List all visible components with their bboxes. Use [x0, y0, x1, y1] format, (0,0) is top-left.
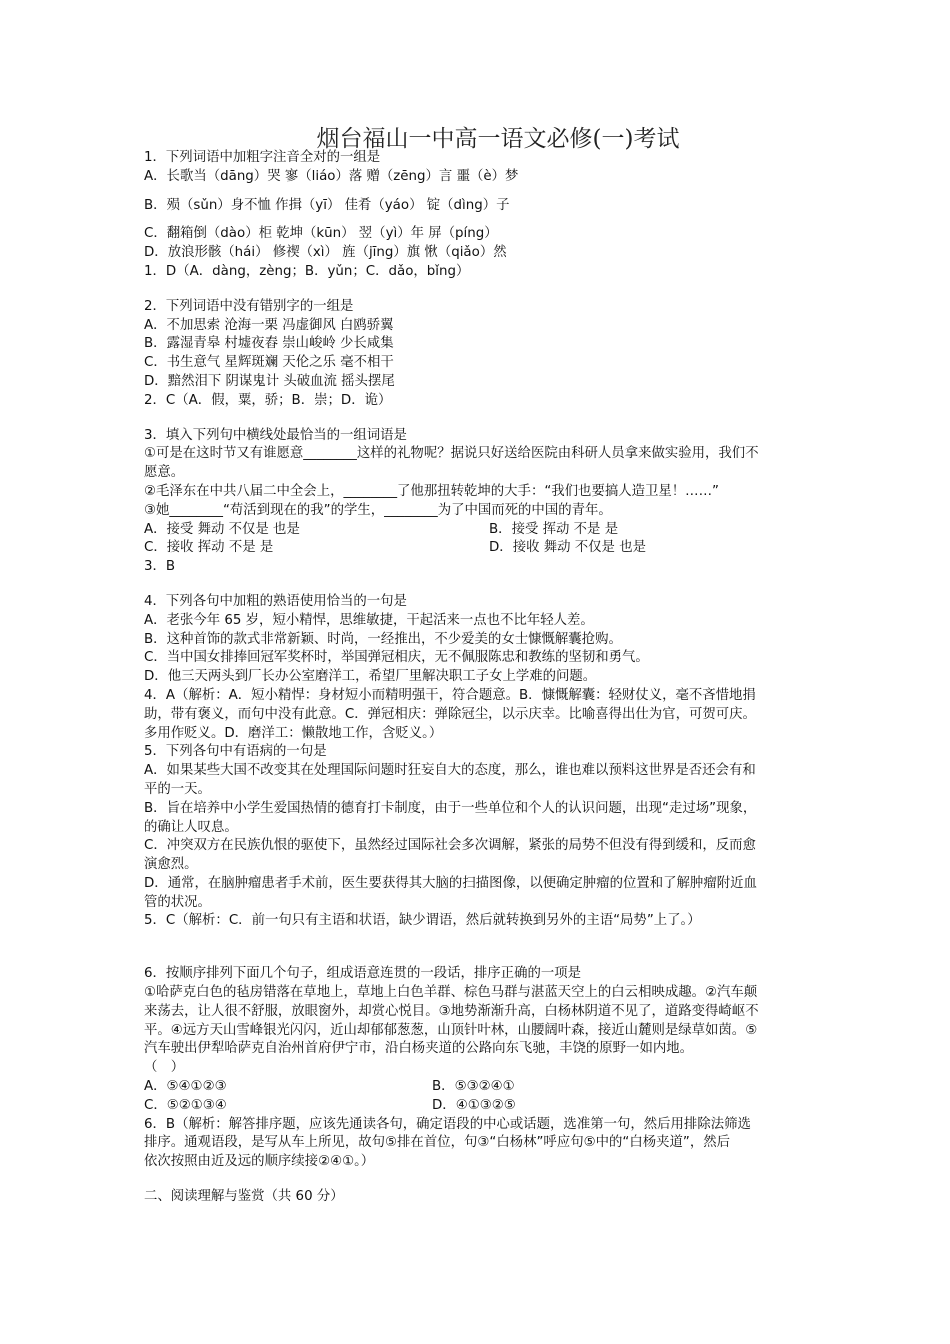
q4-option-b: B．这种首饰的款式非常新颖、时尚，一经推出，不少爱美的女士慷慨解囊抢购。 [144, 631, 622, 647]
q6-passage-line-3: 平。④远方天山雪峰银光闪闪，近山却郁郁葱葱，山顶针叶林，山腰阔叶森，接近山麓则是绿草如茵。⑤ [144, 1022, 758, 1038]
q1-option-c: C．翻箱倒（dào）柜 乾坤（kūn） 翌（yì）年 屏（píng） [144, 226, 498, 242]
q4-stem: 4．下列各句中加粗的熟语使用恰当的一句是 [144, 593, 407, 609]
q2-option-c: C．书生意气 星辉斑斓 天伦之乐 毫不相干 [144, 355, 394, 371]
q2-stem: 2．下列词语中没有错别字的一组是 [144, 298, 354, 314]
q3-sentence-3: ③她________“苟活到现在的我”的学生，________为了中国而死的中国的青年。 [144, 502, 612, 518]
q1-option-a: A．长歌当（dāng）哭 寥（liáo）落 赠（zēng）言 噩（è）梦 [144, 168, 519, 184]
q3-option-a: A．接受 舞动 不仅是 也是 [144, 521, 300, 537]
q6-answer-line-1: 6．B（解析：解答排序题，应该先通读各句，确定语段的中心或话题，选准第一句，然后用排除法筛选 [144, 1116, 751, 1132]
q6-passage-line-1: ①哈萨克白色的毡房错落在草地上，草地上白色羊群、棕色马群与湛蓝天空上的白云相映成趣。②汽车颠 [144, 985, 758, 1001]
section-two-heading: 二、阅读理解与鉴赏（共 60 分） [144, 1189, 344, 1205]
q3-sentence-1: ①可是在这时节又有谁愿意________这样的礼物呢？据说只好送给医院由科研人员拿来做实验用，我们不 [144, 446, 759, 462]
q5-option-d-cont: 管的状况。 [144, 894, 211, 910]
q4-answer-line-1: 4．A（解析：A．短小精悍：身材短小而精明强干，符合题意。B．慷慨解囊：轻财仗义，毫不吝惜地捐 [144, 687, 756, 703]
q5-option-c: C．冲突双方在民族仇恨的驱使下，虽然经过国际社会多次调解，紧张的局势不但没有得到缓和，反而愈 [144, 838, 756, 854]
q3-options-row-1 [144, 521, 814, 540]
q6-passage-line-4: 汽车驶出伊犁哈萨克自治州首府伊宁市，沿白杨夹道的公路向东飞驰，丰饶的原野一如内地。 [144, 1041, 694, 1057]
q5-option-d: D．通常，在脑肿瘤患者手术前，医生要获得其大脑的扫描图像，以便确定肿瘤的位置和了解肿瘤附近血 [144, 875, 757, 891]
page-title: 烟台福山一中高一语文必修(一)考试 [316, 126, 680, 152]
q4-answer-line-2: 助，带有褒义，而句中没有此意。C．弹冠相庆：弹除冠尘，以示庆幸。比喻喜得出仕为官，可贺可庆。 [144, 706, 756, 722]
q3-options-row-2 [144, 539, 814, 558]
q3-option-c: C．接收 挥动 不是 是 [144, 540, 274, 556]
q1-option-d: D．放浪形骸（hái） 修禊（xì） 旌（jīng）旗 愀（qiǎo）然 [144, 245, 507, 261]
q5-stem: 5．下列各句中有语病的一句是 [144, 744, 327, 760]
q4-answer-line-3: 多用作贬义。D．磨洋工：懒散地工作，含贬义。） [144, 725, 443, 741]
exam-content [144, 149, 814, 1207]
q1-answer: 1．D（A．dàng，zèng；B．yǔn；C．dǎo，bǐng） [144, 263, 470, 279]
q2-option-a: A．不加思索 沧海一栗 冯虚御风 白鸥骄翼 [144, 317, 394, 333]
q4-option-c: C．当中国女排捧回冠军奖杯时，举国弹冠相庆，无不佩服陈忠和教练的坚韧和勇气。 [144, 650, 649, 666]
q5-option-c-cont: 演愈烈。 [144, 857, 198, 873]
q3-option-d: D．接收 舞动 不仅是 也是 [489, 540, 646, 556]
q5-option-a-cont: 平的一天。 [144, 781, 211, 797]
q6-stem: 6．按顺序排列下面几个句子，组成语意连贯的一段话，排序正确的一项是 [144, 966, 582, 982]
q6-options-row-2 [144, 1097, 814, 1116]
q5-answer: 5．C（解析：C．前一句只有主语和状语，缺少谓语，然后就转换到另外的主语“局势”上了。） [144, 913, 701, 929]
q4-option-d: D．他三天两头到厂长办公室磨洋工，希望厂里解决职工子女上学难的问题。 [144, 669, 597, 685]
q3-sentence-1-cont: 愿意。 [144, 465, 185, 481]
q2-option-b: B．露湿青皋 村墟夜舂 崇山峻岭 少长咸集 [144, 336, 394, 352]
q6-option-d: D．④①③②⑤ [432, 1097, 516, 1113]
q2-option-d: D．黯然泪下 阴谋鬼计 头破血流 摇头摆尾 [144, 373, 395, 389]
q6-answer-line-3: 依次按照由近及远的顺序续接②④①。） [144, 1154, 375, 1170]
q6-option-a: A．⑤④①②③ [144, 1079, 227, 1095]
q6-answer-line-2: 排序。通观语段，是写从车上所见，故句⑤排在首位，句③“白杨林”呼应句⑤中的“白杨夹道”，然后 [144, 1135, 730, 1151]
q6-passage-line-2: 来荡去，让人很不舒服，放眼窗外，却赏心悦目。③地势渐渐升高，白杨林阴道不见了，道路变得崎岖不 [144, 1003, 759, 1019]
q3-option-b: B．接受 挥动 不是 是 [489, 521, 619, 537]
q3-stem: 3．填入下列句中横线处最恰当的一组词语是 [144, 427, 407, 443]
q5-option-a: A．如果某些大国不改变其在处理国际问题时狂妄自大的态度，那么，谁也难以预料这世界是否还会有和 [144, 763, 756, 779]
q1-option-b: B．殒（sǔn）身不恤 作揖（yī） 佳肴（yáo） 锭（dìng）子 [144, 197, 510, 213]
q4-option-a: A．老张今年 65 岁，短小精悍，思维敏捷，干起活来一点也不比年轻人差。 [144, 612, 594, 628]
q2-answer: 2．C（A．假，粟，骄；B．崇；D．诡） [144, 392, 392, 408]
q6-answer-blank: （ ） [144, 1060, 185, 1076]
q6-option-c: C．⑤②①③④ [144, 1097, 227, 1113]
q3-answer: 3．B [144, 559, 176, 575]
q1-stem: 1．下列词语中加粗字注音全对的一组是 [144, 150, 381, 165]
q5-option-b: B．旨在培养中小学生爱国热情的德育打卡制度，由于一些单位和个人的认识问题，出现“走过场”现象， [144, 800, 757, 816]
q5-option-b-cont: 的确让人叹息。 [144, 819, 238, 835]
q6-options-row-1 [144, 1078, 814, 1097]
q6-option-b: B．⑤③②④① [432, 1079, 515, 1095]
q3-sentence-2: ②毛泽东在中共八届二中全会上，________了他那扭转乾坤的大手：“我们也要搞人造卫星！……” [144, 483, 719, 499]
